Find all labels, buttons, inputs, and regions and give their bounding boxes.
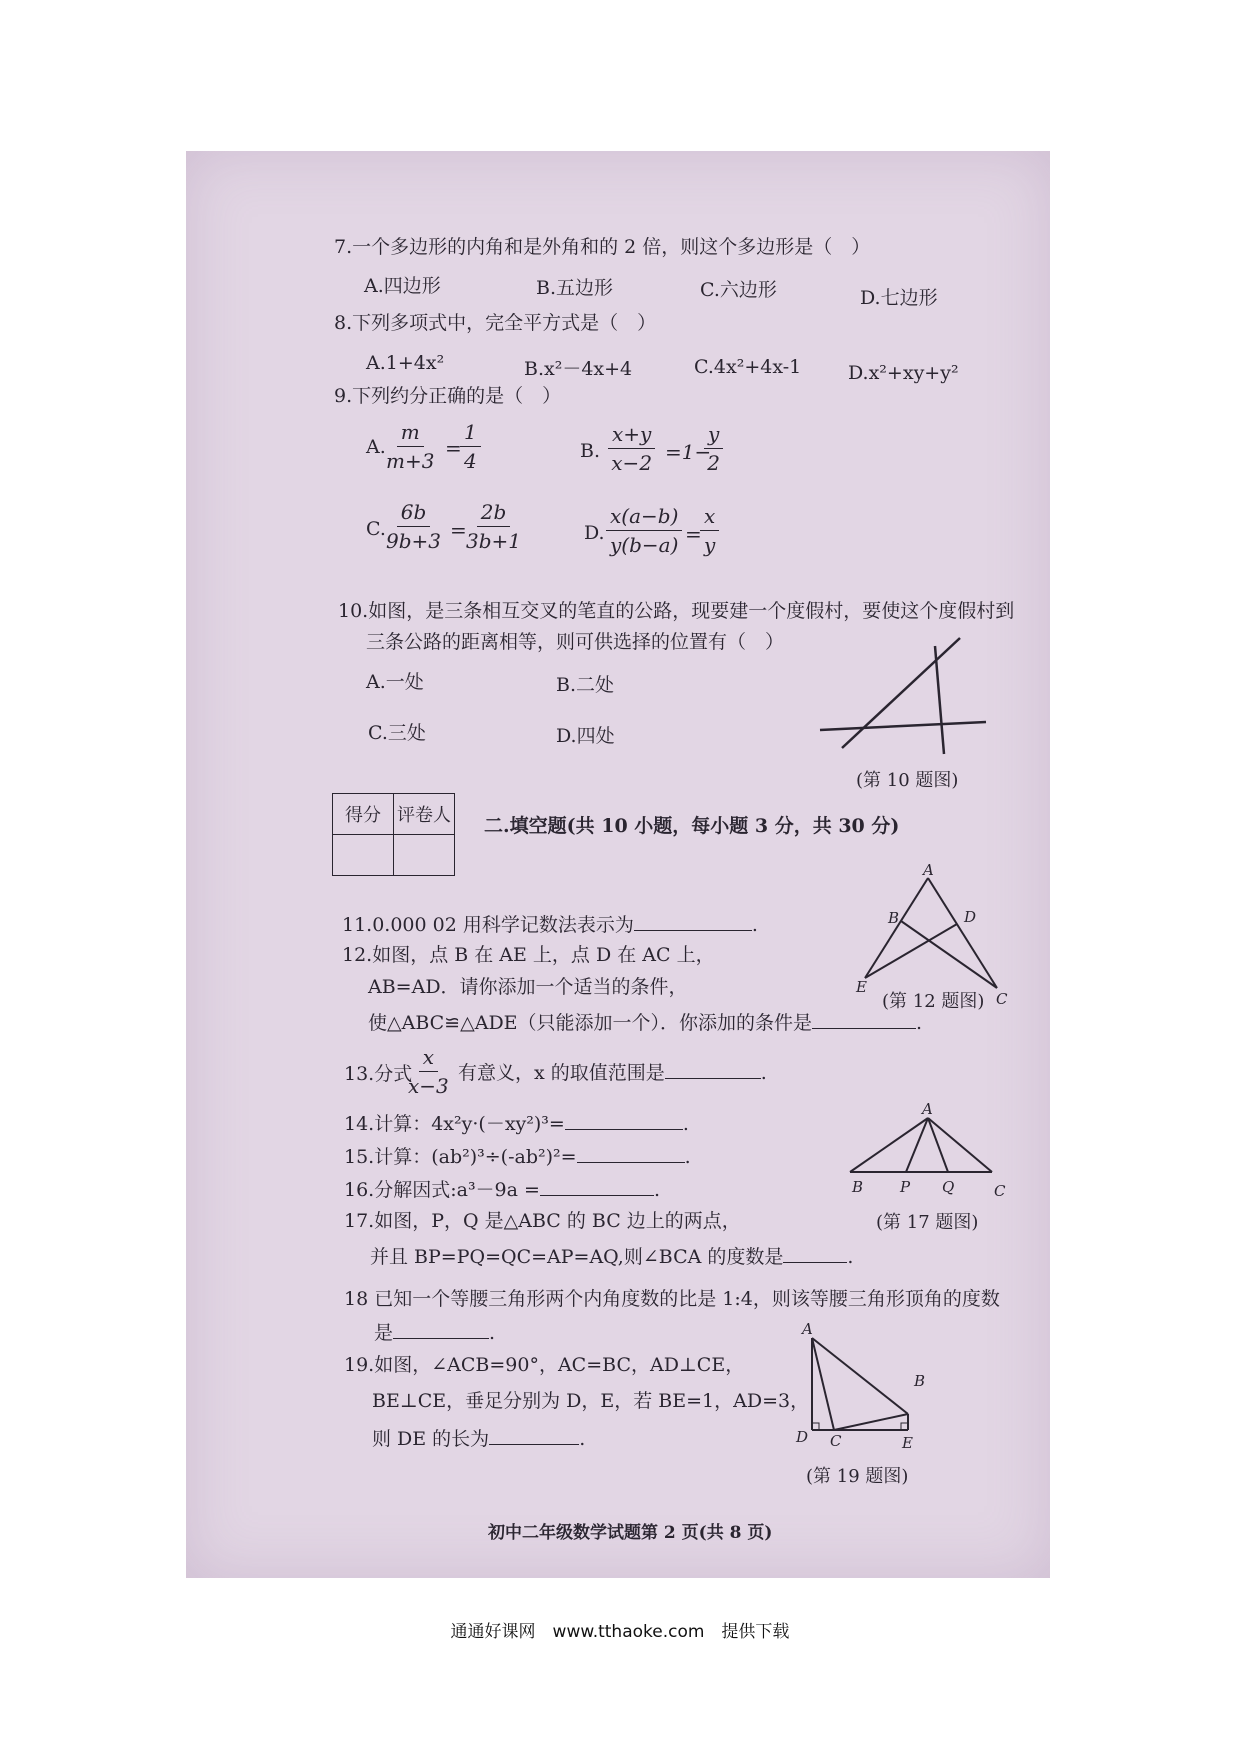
q19-label-a: A [802, 1320, 813, 1338]
q9-d-num: x(a−b) [606, 504, 682, 531]
q15-text: 15.计算：(ab²)³÷(-ab²)²= [344, 1146, 577, 1168]
score-table [332, 793, 455, 876]
q13-num: x [419, 1045, 438, 1072]
q12-line3: 使△ABC≌△ADE（只能添加一个）．你添加的条件是 [368, 1012, 813, 1034]
q12-label-b: B [888, 909, 900, 927]
q9-d-rhs [700, 504, 719, 557]
page-footer: 初中二年级数学试题第 2 页(共 8 页) [488, 1523, 773, 1543]
q19-label-e: E [902, 1434, 913, 1452]
q13-prefix: 13.分式 [344, 1063, 413, 1085]
road-3 [935, 646, 944, 754]
q9-b-label: B. [580, 440, 601, 462]
section2-title: 二.填空题(共 10 小题，每小题 3 分，共 30 分) [484, 815, 900, 837]
q10-option-c: C.三处 [368, 722, 426, 744]
q17-label-b: B [852, 1178, 864, 1196]
q9-b-num: x+y [608, 422, 655, 449]
q9-b-rhs-den: 2 [707, 451, 721, 475]
q19-line2: BE⊥CE，垂足分别为 D，E，若 BE=1，AD=3， [372, 1390, 810, 1412]
q13-fraction [408, 1045, 449, 1098]
q9-a-rhs-num: 1 [460, 420, 481, 447]
q10-caption: (第 10 题图) [856, 770, 959, 791]
q9-b-rhs-num: y [704, 422, 723, 449]
q10-figure [820, 636, 990, 756]
q11-text: 11.0.000 02 用科学记数法表示为 [342, 914, 634, 936]
q16-answer-blank[interactable] [540, 1177, 654, 1196]
q12-side-ac [928, 878, 997, 988]
q9-c-rhs-den: 3b+1 [466, 529, 522, 553]
q7-option-d: D.七边形 [860, 287, 938, 309]
q8-option-d: D.x²+xy+y² [848, 362, 959, 384]
q19-label-b: B [914, 1372, 926, 1390]
q9-c-label: C. [366, 518, 386, 540]
q19-label-c: C [830, 1432, 842, 1450]
q9-b-rhs-prefix: =1− [665, 440, 712, 464]
q7-stem: 7.一个多边形的内角和是外角和的 2 倍，则这个多边形是（ ） [334, 236, 871, 258]
q10-option-a: A.一处 [366, 671, 424, 693]
q12-label-c: C [996, 990, 1008, 1008]
q8-stem: 8.下列多项式中，完全平方式是（ ） [334, 312, 657, 334]
grader-cell[interactable] [394, 835, 455, 876]
q17-caption: (第 17 题图) [876, 1212, 979, 1233]
q9-c-num: 6b [397, 500, 431, 527]
q7-option-c: C.六边形 [700, 279, 777, 301]
q19-right-angle-d [812, 1423, 819, 1430]
q17-label-c: C [994, 1182, 1006, 1200]
q19-caption: (第 19 题图) [806, 1466, 909, 1487]
q17-label-a: A [922, 1100, 933, 1118]
q13-suffix-wrap: 有意义，x 的取值范围是 . [458, 1062, 767, 1084]
q16-line: 16.分解因式:a³－9a = . [344, 1179, 660, 1201]
q9-b-den: x−2 [611, 451, 653, 475]
q15-answer-blank[interactable] [577, 1144, 685, 1163]
q12-seg-bc [901, 921, 997, 988]
q9-a-equals: = [445, 436, 462, 460]
q13-den: x−3 [408, 1074, 449, 1098]
q19-seg-ab [812, 1338, 908, 1414]
watermark-footer: 通通好课网 www.tthaoke.com 提供下载 [450, 1622, 790, 1642]
q17-line2-wrap: 并且 BP=PQ=QC=AP=AQ,则∠BCA 的度数是 . [370, 1246, 854, 1268]
q9-a-den: m+3 [386, 449, 435, 473]
q13-suffix: 有意义，x 的取值范围是 [458, 1062, 665, 1084]
q9-b-lhs [608, 422, 655, 475]
q9-d-rhs-num: x [700, 504, 719, 531]
score-cell[interactable] [333, 835, 394, 876]
q11-line: 11.0.000 02 用科学记数法表示为 . [342, 914, 758, 936]
q9-d-equals: = [685, 522, 702, 546]
q9-c-equals: = [450, 518, 467, 542]
q9-a-num: m [397, 420, 424, 447]
q9-d-lhs [606, 504, 682, 557]
q15-line: 15.计算：(ab²)³÷(-ab²)²= . [344, 1146, 691, 1168]
q14-text: 14.计算：4x²y·(－xy²)³= [344, 1113, 565, 1135]
q17-label-q: Q [942, 1178, 955, 1196]
q9-a-lhs [386, 420, 434, 473]
q19-seg-cb [834, 1414, 908, 1430]
q8-option-b: B.x²－4x+4 [524, 358, 633, 380]
q9-c-lhs [386, 500, 441, 553]
q17-line2: 并且 BP=PQ=QC=AP=AQ,则∠BCA 的度数是 [370, 1246, 784, 1268]
q18-line2-wrap: 是 . [374, 1322, 496, 1344]
score-header: 得分 [333, 794, 394, 835]
q9-c-rhs [466, 500, 521, 553]
q9-c-den: 9b+3 [386, 529, 442, 553]
q10-option-d: D.四处 [556, 725, 615, 747]
q10-option-b: B.二处 [556, 674, 615, 696]
q17-line1: 17.如图，P，Q 是△ABC 的 BC 边上的两点， [344, 1210, 741, 1232]
q13-answer-blank[interactable] [665, 1060, 761, 1079]
q9-a-label: A. [366, 436, 386, 458]
q9-c-rhs-num: 2b [477, 500, 511, 527]
q14-answer-blank[interactable] [565, 1111, 683, 1130]
q9-d-den: y(b−a) [609, 533, 679, 557]
q18-line1: 18 已知一个等腰三角形两个内角度数的比是 1:4，则该等腰三角形顶角的度数 [344, 1288, 1000, 1310]
q8-option-c: C.4x²+4x-1 [694, 356, 802, 378]
q12-caption: (第 12 题图) [882, 991, 985, 1012]
q10-stem-line2: 三条公路的距离相等，则可供选择的位置有（ ） [366, 631, 785, 653]
q19-line3-wrap: 则 DE 的长为 . [372, 1428, 586, 1450]
q10-stem-line1: 10.如图，是三条相互交叉的笔直的公路，现要建一个度假村，要使这个度假村到 [338, 600, 1015, 622]
q9-a-rhs-den: 4 [464, 449, 477, 473]
q9-a-rhs [460, 420, 481, 473]
q8-option-a: A.1+4x² [366, 352, 445, 374]
q16-text: 16.分解因式:a³－9a = [344, 1179, 540, 1201]
q12-answer-blank[interactable] [812, 1010, 916, 1029]
road-1 [820, 722, 986, 730]
q12-line3-wrap: 使△ABC≌△ADE（只能添加一个）．你添加的条件是 . [368, 1012, 923, 1034]
q7-option-a: A.四边形 [364, 275, 441, 297]
q12-label-d: D [964, 908, 977, 926]
q7-option-b: B.五边形 [536, 277, 614, 299]
q19-label-d: D [796, 1428, 809, 1446]
q9-d-rhs-den: y [703, 533, 716, 557]
q12-side-ae [865, 878, 928, 978]
q17-figure [844, 1100, 1014, 1204]
q19-figure [790, 1320, 940, 1466]
q17-answer-blank[interactable] [783, 1244, 847, 1263]
q12-line2: AB=AD．请你添加一个适当的条件， [368, 976, 688, 998]
q19-line1: 19.如图，∠ACB=90°，AC=BC，AD⊥CE， [344, 1354, 745, 1376]
q9-b-rhs [704, 422, 723, 475]
q17-label-p: P [900, 1178, 911, 1196]
q12-line1: 12.如图，点 B 在 AE 上，点 D 在 AC 上， [342, 944, 715, 966]
grader-header: 评卷人 [394, 794, 455, 835]
q11-answer-blank[interactable] [634, 912, 752, 931]
q9-stem: 9.下列约分正确的是（ ） [334, 385, 562, 407]
q18-answer-blank[interactable] [393, 1320, 489, 1339]
q19-line3: 则 DE 的长为 [372, 1428, 490, 1450]
q18-line2: 是 [374, 1322, 394, 1344]
q12-label-e: E [856, 978, 867, 996]
q14-line: 14.计算：4x²y·(－xy²)³= . [344, 1113, 689, 1135]
q19-right-angle-e [901, 1423, 908, 1430]
q9-d-label: D. [584, 522, 605, 544]
q12-label-a: A [923, 861, 934, 879]
q19-answer-blank[interactable] [489, 1426, 579, 1445]
